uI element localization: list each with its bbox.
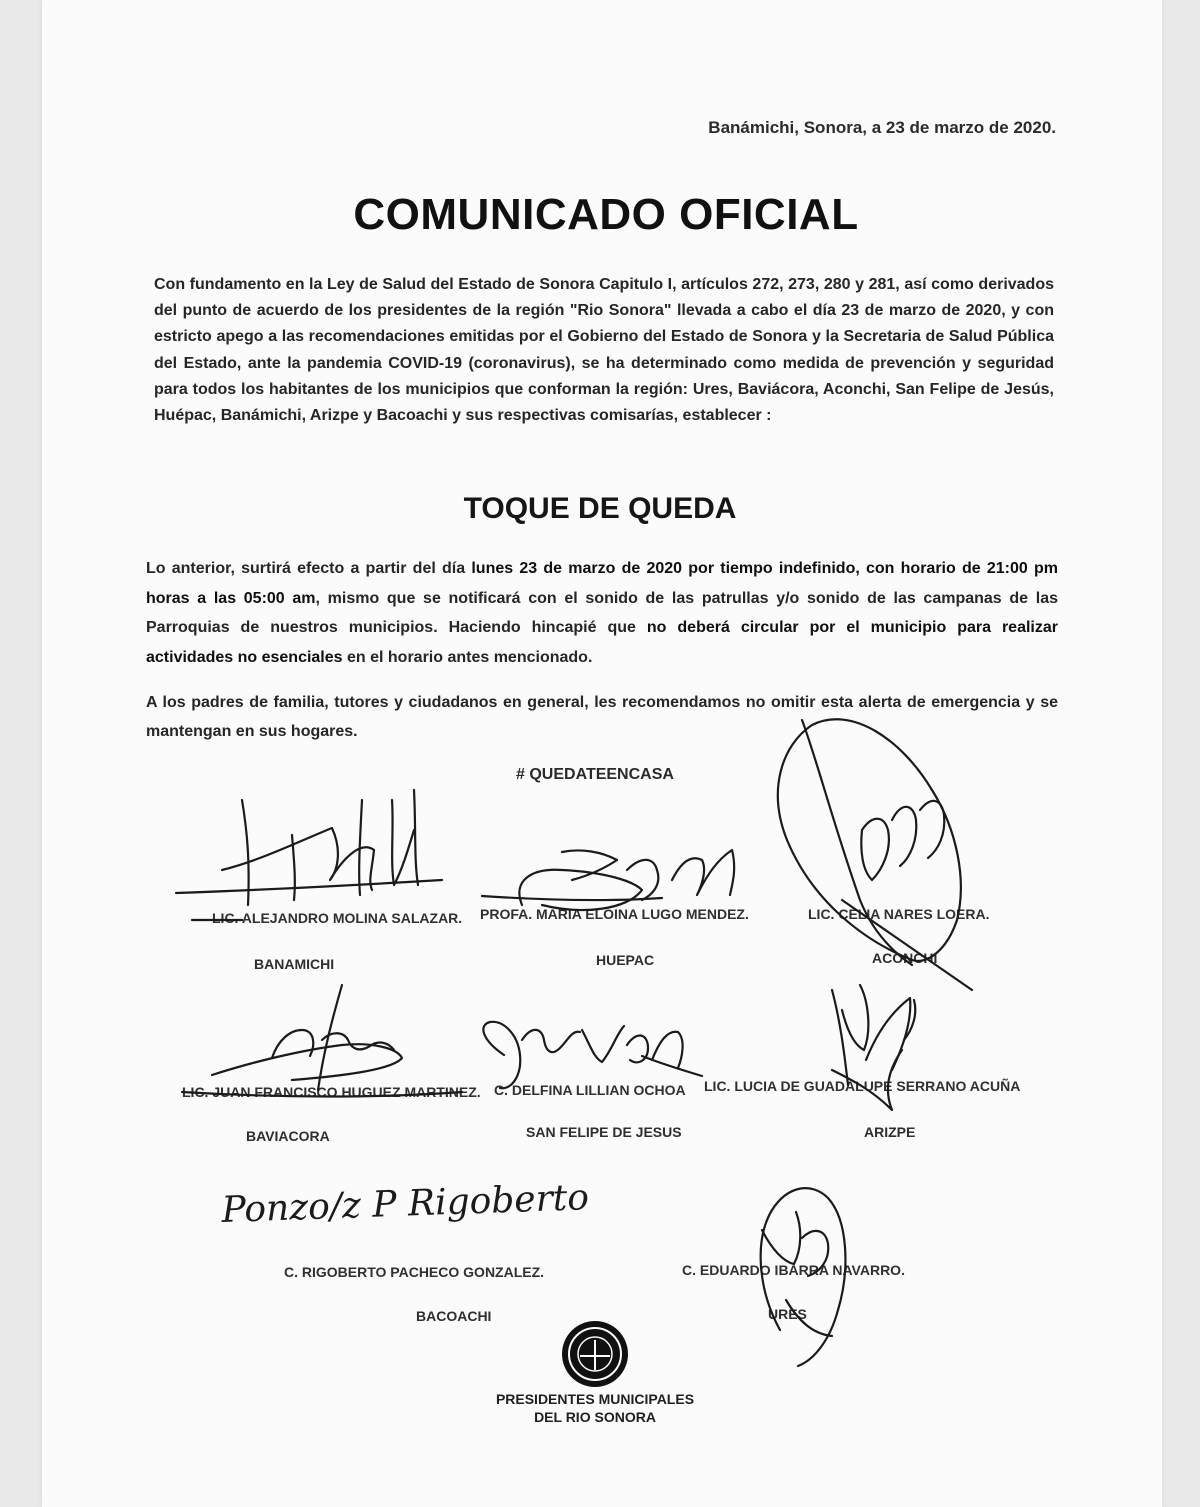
hashtag: # QUEDATEENCASA: [516, 766, 674, 783]
seal-line-2: DEL RIO SONORA: [534, 1409, 656, 1425]
seal-caption: [480, 1390, 710, 1426]
paragraph-recommendation: A los padres de familia, tutores y ciudadanos en general, les recomendamos no omitir esta alerta de emergencia y se mantengan en sus hogares.: [146, 694, 1058, 740]
signature-pacheco: Ponzo/z P Rigoberto: [220, 1177, 590, 1231]
paragraph-curfew-details: [146, 554, 1058, 672]
curfew-text-1: Lo anterior, surtirá efecto a partir del día: [146, 560, 472, 577]
signature-lugo: [482, 850, 734, 910]
signatory-municipality: ACONCHI: [872, 950, 938, 966]
signatory-municipality: BANAMICHI: [254, 956, 335, 972]
signatory-municipality: BAVIACORA: [246, 1128, 330, 1144]
document-title: COMUNICADO OFICIAL: [353, 190, 859, 239]
curfew-text-3: , mismo que se notificará con el sonido de las patrullas y/o sonido de las campanas de las Parroquias de nuestros municipios. Haciendo hincapié que: [146, 589, 1058, 636]
signatory-name: LIC. LUCIA DE GUADALUPE SERRANO ACUÑA: [704, 1078, 1021, 1094]
signature-huguez: [182, 985, 462, 1097]
signatory-name: PROFA. MARIA ELOINA LUGO MENDEZ.: [480, 906, 749, 922]
signatory-municipality: BACOACHI: [416, 1308, 492, 1324]
signatory-name: LIC. ALEJANDRO MOLINA SALAZAR.: [212, 910, 463, 926]
document-page: [42, 0, 1162, 1507]
signatory-municipality: ARIZPE: [864, 1124, 916, 1140]
seal-emblem: [562, 1321, 628, 1387]
signatory-name: C. EDUARDO IBARRA NAVARRO.: [682, 1262, 905, 1278]
signatory-municipality: HUEPAC: [596, 952, 655, 968]
signatory-municipality: SAN FELIPE DE JESUS: [526, 1124, 682, 1140]
signatory-name: LIC. JUAN FRANCISCO HUGUEZ MARTINEZ.: [182, 1084, 481, 1100]
paragraph-legal-basis: Con fundamento en la Ley de Salud del Estado de Sonora Capitulo I, artículos 272, 273, 280 y 281, así como derivados del punto de acuerdo de los presidentes de la región "Rio Sonora" llevada a cabo el día 23 de marzo de 2020, y con estricto apego a las recomendaciones emitidas por el Gobierno del Estado de Sonora y la Secretaria de Salud Pública del Estado, ante la pandemia COVID-19 (coronavirus), se ha determinado como medida de prevención y seguridad para todos los habitantes de los municipios que conforman la región: Ures, Baviácora, Aconchi, San Felipe de Jesús, Huépac, Banámichi, Arizpe y Bacoachi y sus respectivas comisarías, establecer :: [154, 276, 1054, 425]
seal-line-1: PRESIDENTES MUNICIPALES: [495, 1391, 695, 1407]
date-line: Banámichi, Sonora, a 23 de marzo de 2020.: [708, 118, 1056, 137]
curfew-restriction: no deberá circular por el municipio para realizar actividades no esenciales: [146, 619, 1058, 666]
document-subtitle: TOQUE DE QUEDA: [463, 492, 737, 525]
signatory-name: C. DELFINA LILLIAN OCHOA: [494, 1082, 686, 1098]
signature-ochoa: [483, 1022, 702, 1088]
signatory-name: C. RIGOBERTO PACHECO GONZALEZ.: [284, 1264, 545, 1280]
signature-molina: [176, 790, 442, 920]
curfew-schedule: lunes 23 de marzo de 2020 por tiempo indefinido, con horario de 21:00 pm horas a las 05:00 am: [146, 560, 1059, 607]
signatory-municipality: URES: [768, 1306, 807, 1322]
signatory-name: LIC. CELIA NARES LOERA.: [808, 906, 990, 922]
curfew-text-5: en el horario antes mencionado.: [342, 648, 593, 666]
